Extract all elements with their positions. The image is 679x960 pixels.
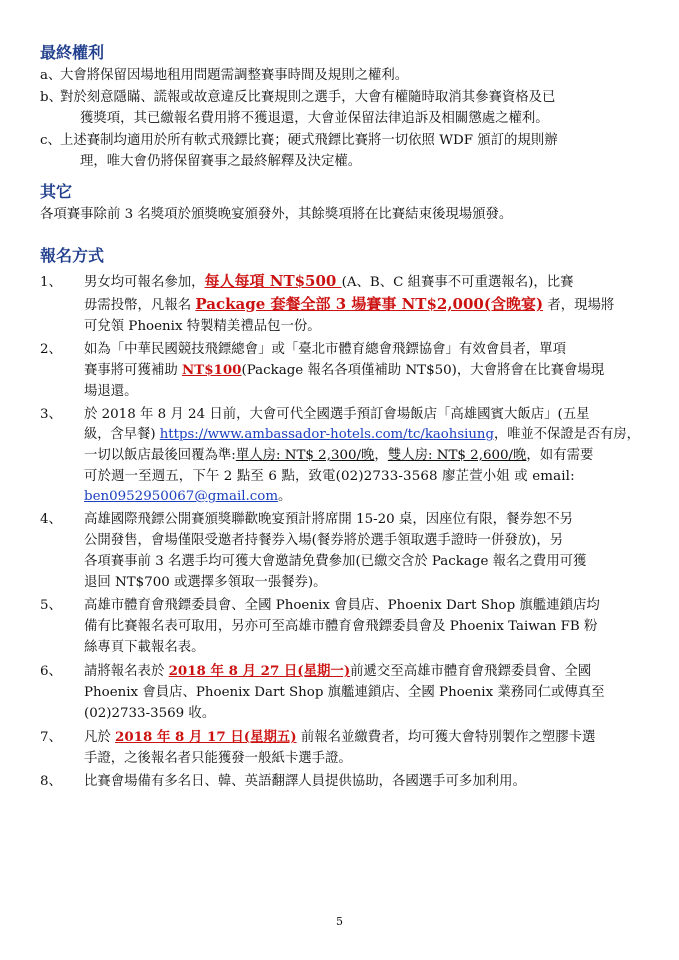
reg-item-4-line1: 高雄國際飛鏢公開賽頒獎聯歡晚宴預計將席開 15-20 桌，因座位有限，餐券恕不另 [84,512,574,527]
reg-item-7-text2: 前報名並繳費者，均可獲大會特別製作之塑膠卡選 [296,730,596,745]
item-b-text-line2: 獲獎項，其已繳報名費用將不獲退還，大會並保留法律追訴及相關懲處之權利。 [80,111,549,126]
page-number: 5 [336,915,343,928]
early-registration-deadline: 2018 年 8 月 17 日(星期五) [115,729,297,745]
double-room-price: 雙人房: NT$ 2,600/晚 [387,448,527,463]
reg-item-number-2: 2、 [40,342,62,357]
reg-item-8-line1: 比賽會場備有多名日、韓、英語翻譯人員提供協助，各國選手可多加利用。 [84,774,526,789]
reg-item-4-line3: 各項賽事前 3 名選手均可獲大會邀請免費參加(已繳交含於 Package 報名之費用可獲 [84,554,587,569]
reg-item-number-8: 8、 [40,774,62,789]
reg-item-1-text: 男女均可報名參加， [84,275,205,290]
reg-item-1-text2: 毋需投幣，凡報名 [84,298,196,313]
package-fee: Package 套餐全部 3 場賽事 NT$2,000(含晚宴) [195,295,544,313]
reg-item-3-text2: ，唯並不保證是否有房， [493,427,640,442]
reg-item-1-line3: 可兌領 Phoenix 特製精美禮品包一份。 [84,319,321,334]
reg-item-3-line5 [84,487,291,506]
reg-item-1-note: (A、B、C 組賽事不可重選報名)，比賽 [341,275,574,290]
submission-deadline: 2018 年 8 月 27 日(星期一) [168,663,351,679]
item-label-b: b、 [40,90,62,105]
reg-item-1-line1 [84,272,574,292]
hotel-link[interactable]: https://www.ambassador-hotels.com/tc/kaohsiung [159,427,494,442]
reg-item-3-text4: ，如有需要 [526,448,594,463]
section-title-others: 其它 [40,182,73,201]
reg-item-6-line3: (02)2733-3569 收。 [84,706,216,721]
reg-item-3-text: 級，含早餐) [84,427,160,442]
item-a-text: 大會將保留因場地租用問題需調整賽事時間及規則之權利。 [60,68,409,83]
reg-item-7-line1 [84,728,595,747]
contact-email-link[interactable]: ben0952950067@gmail.com [84,489,279,504]
reg-item-3-line1: 於 2018 年 8 月 24 日前，大會可代全國選手預訂會場飯店「高雄國賓大飯店」(五星 [84,407,590,422]
reg-item-1-line2 [84,295,614,315]
item-c-text-line1: 上述賽制均適用於所有軟式飛鏢比賽；硬式飛鏢比賽將一切依照 WDF 頒訂的規則辦 [60,133,558,148]
reg-item-3-text3: 一切以飯店最後回覆為準: [84,448,236,463]
section-title-final-rights: 最終權利 [40,43,105,62]
others-text: 各項賽事除前 3 名獎項於頒獎晚宴頒發外，其餘獎項將在比賽結束後現場頒發。 [40,207,513,222]
item-label-c: c、 [40,133,61,148]
reg-item-6-line2: Phoenix 會員店、Phoenix Dart Shop 旗艦連鎖店、全國 Phoenix 業務同仁或傳真至 [84,685,605,700]
reg-item-6-text2: 前遞交至高雄市體育會飛鏢委員會、全國 [350,664,592,679]
item-label-a: a、 [40,68,62,83]
reg-item-number-6: 6、 [40,664,62,679]
reg-item-number-5: 5、 [40,598,62,613]
reg-item-6-line1 [84,662,591,681]
reg-item-number-1: 1、 [40,275,62,290]
item-b-text-line1: 對於刻意隱瞞、謊報或故意違反比賽規則之選手，大會有權隨時取消其參賽資格及已 [60,90,556,105]
reg-item-3-line2 [84,425,640,444]
item-c-text-line2: 理，唯大會仍將保留賽事之最終解釋及決定權。 [80,154,362,169]
reg-item-3-line4: 可於週一至週五，下午 2 點至 6 點，致電(02)2733-3568 廖芷萱小姐 或 email: [84,469,575,484]
fee-per-event: 每人每項 NT$500 [204,272,342,290]
reg-item-5-line3: 絲專頁下載報名表。 [84,640,205,655]
reg-item-1-text3: 者，現場將 [543,298,615,313]
reg-item-5-line2: 備有比賽報名表可取用，另亦可至高雄市體育會飛鏢委員會及 Phoenix Taiwan FB 粉 [84,619,598,634]
comma: ， [374,448,388,463]
reg-item-2-line2 [84,361,604,380]
reg-item-2-text: 賽事將可獲補助 [84,363,182,378]
reg-item-6-text: 請將報名表於 [84,664,169,679]
reg-item-2-line3: 場退還。 [84,384,138,399]
reg-item-number-7: 7、 [40,730,62,745]
section-title-registration: 報名方式 [40,246,105,265]
reg-item-2-line1: 如為「中華民國競技飛鏢總會」或「臺北市體育總會飛鏢協會」有效會員者，單項 [84,342,567,357]
member-subsidy: NT$100 [182,362,242,378]
reg-item-number-3: 3、 [40,407,62,422]
reg-item-7-text: 凡於 [84,730,116,745]
reg-item-3-line3 [84,446,593,465]
reg-item-4-line2: 公開發售，會場僅限受邀者持餐券入場(餐券將於選手領取選手證時一併發放)，另 [84,533,564,548]
reg-item-number-4: 4、 [40,512,62,527]
reg-item-4-line4: 退回 NT$700 或選擇多領取一張餐券)。 [84,575,327,590]
period: 。 [278,489,292,504]
reg-item-2-text2: (Package 報名各項僅補助 NT$50)，大會將會在比賽會場現 [241,363,605,378]
reg-item-7-line2: 手證，之後報名者只能獲發一般紙卡選手證。 [84,751,352,766]
single-room-price: 單人房: NT$ 2,300/晚 [235,448,375,463]
reg-item-5-line1: 高雄市體育會飛鏢委員會、全國 Phoenix 會員店、Phoenix Dart Shop 旗艦連鎖店均 [84,598,600,613]
